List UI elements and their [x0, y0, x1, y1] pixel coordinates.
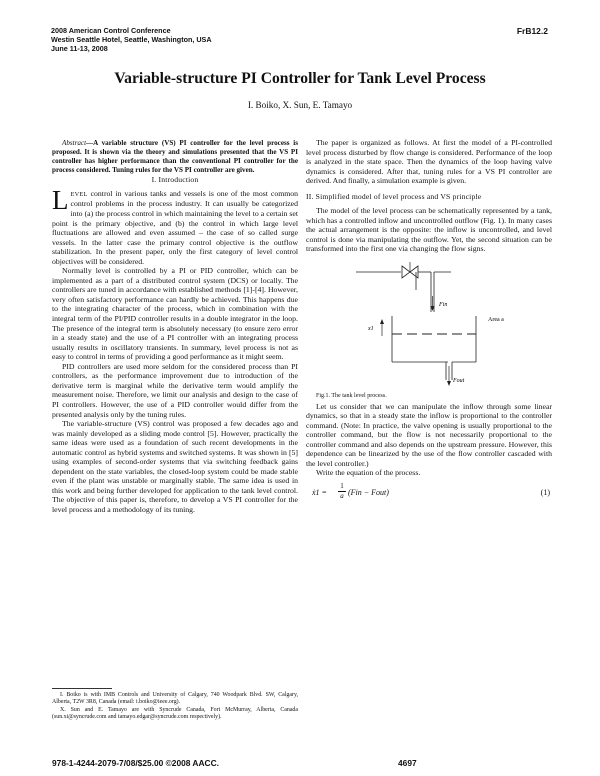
equation-frac-num: 1	[340, 481, 344, 490]
model-paragraph-3: Write the equation of the process.	[316, 468, 421, 478]
conference-dates: June 11-13, 2008	[51, 44, 108, 53]
conference-name: 2008 American Control Conference	[51, 26, 171, 35]
footnote-1: I. Boiko is with IMB Controls and University of Calgary, 740 Woodpark Blvd. SW, Calgary, Alberta, T2W 3R8, Canada (email: i.boiko@ieee.org).	[52, 692, 298, 706]
abstract-lead: Abstract	[62, 139, 87, 147]
intro-paragraph-5: The paper is organized as follows. At first the model of a PI-controlled level process disturbed by flow change is considered. Performance of the loop is analyzed in the state space. Then the dynamics of the loop having valve dynamics is considered. After that, tuning rules for a VS PI controller are derived. And finally, a simulation example is given.	[306, 138, 552, 186]
intro-paragraph-3: PID controllers are used more seldom for the considered process than PI controllers, as the performance improvement due to introduction of the derivative term is marginal while the derivative term would amplify the measurement noise. Therefore, we limit our analysis and design to the case of PI controllers. However, the use of a PID controller would differ from the presented analysis only by the tuning rules.	[52, 361, 298, 419]
footer-isbn: 978-1-4244-2079-7/08/$25.00 ©2008 AACC.	[52, 758, 219, 768]
intro-paragraph-2: Normally level is controlled by a PI or PID controller, which can be implemented as a part of a distributed control system (DCS) or locally. The controllers are tuned in accordance with established methods [1]-[4]. However, very often satisfactory performance can hardly be achieved. This happens due to the integrating character of the process, which in combination with the integral term of the PI/PID controller results in a double integrator in the loop. The presence of the integral term is absolutely necessary (to ensure zero error in a steady state) and the use of a PI controller with an integrating process usually results in oscillatory transients. In summary, level process is not as easy to control in terms of providing a good performance as it might seem.	[52, 266, 298, 362]
session-code: FrB12.2	[516, 26, 548, 36]
equation-lhs: ẋ1 =	[312, 487, 327, 497]
right-column	[306, 138, 552, 503]
footer-page-number: 4697	[398, 758, 417, 768]
left-column	[52, 139, 298, 515]
equation-1	[306, 481, 552, 503]
paper-title: Variable-structure PI Controller for Tank Level Process	[114, 70, 486, 87]
figure-caption: Fig.1. The tank level process.	[316, 393, 387, 400]
abstract-text: —A variable structure (VS) PI controller for the level process is proposed. It is shown via the theory and simulations presented that the VS PI controller has higher performance than the conventional PI controller for the process considered. Tuning rules for the VS PI controller are given.	[52, 139, 298, 175]
equation-number: (1)	[540, 487, 550, 497]
intro-paragraph-1-text: control in various tanks and vessels is one of the most common control problems in the process industry. It can usually be categorized into (a) the process control in which maintaining the level to a certain set point is the primary objective, and (b) the control in which large level fluctuations are allowed and even assumed – the case of so called surge vessels. In the latter case the primary control objective is the outflow stabilization. In the present paper, only the first category of level control objectives will be considered.	[52, 188, 298, 266]
drop-cap: L	[52, 184, 69, 215]
lead-small-caps: EVEL	[70, 190, 88, 198]
footnotes	[52, 692, 298, 722]
model-paragraph-1: The model of the level process can be schematically represented by a tank, which has a controlled inflow and uncontrolled outflow (Fig. 1). In many cases the actual arrangement is the opposite: the inflow is uncontrolled, and level control is done via manipulating the outflow. Yet, the second situation can be transformed into the first one via changing the flow signs.	[306, 206, 552, 254]
abstract	[52, 139, 298, 175]
equation-frac-den: a	[340, 491, 344, 500]
conference-header	[51, 26, 212, 53]
figure-tank-diagram	[306, 262, 552, 390]
area-label: Area a	[488, 317, 504, 324]
footnote-rule	[52, 688, 112, 689]
intro-paragraph-4: The variable-structure (VS) control was proposed a few decades ago and was mainly developed as a sliding mode control [5]. However, practically the same ideas were used as a foundation of such recent developments in the automatic control as hybrid systems and switched systems. It was shown in [5] using examples of second-order systems that via switching feedback gains dependent on the state variables, the closed-loop system could be made stable even if the plant was unstable or marginally stable. The same idea is used in this work and being further developed for application to the tank level control. The objective of this paper is, therefore, to develop a VS PI controller for the level process and a methodology of its tuning.	[52, 419, 298, 514]
paper-authors: I. Boiko, X. Sun, E. Tamayo	[247, 100, 353, 110]
level-label: x1	[368, 326, 374, 333]
section-heading-introduction: I. Introduction	[151, 175, 199, 185]
valve-icon	[402, 266, 410, 278]
equation-rhs: (Fin − Fout)	[348, 487, 389, 497]
section-heading-model: II. Simplified model of level process and VS principle	[306, 191, 482, 201]
conference-venue: Westin Seattle Hotel, Seattle, Washington, USA	[51, 35, 212, 44]
model-paragraph-2: Let us consider that we can manipulate the inflow through some linear dynamics, so that in a steady state the inflow is proportional to the controller command. (Note: In practice, the valve opening is usually proportional to the controller command, but the flow is not necessarily proportional to the controller command and also depends on the upstream pressure. However, this dependence can be linearized by the use of the flow controller cascaded with the level controller.)	[306, 401, 552, 468]
inflow-label: Fin	[439, 302, 448, 309]
intro-paragraph-1	[52, 184, 298, 266]
outflow-label: Fout	[453, 378, 465, 385]
tank-diagram-svg	[306, 262, 552, 390]
footnote-2: X. Sun and E. Tamayo are with Syncrude Canada, Fort McMurray, Alberta, Canada (sun.xi@syncrude.com and tamayo.edgar@syncrude.com respectively).	[52, 706, 298, 721]
